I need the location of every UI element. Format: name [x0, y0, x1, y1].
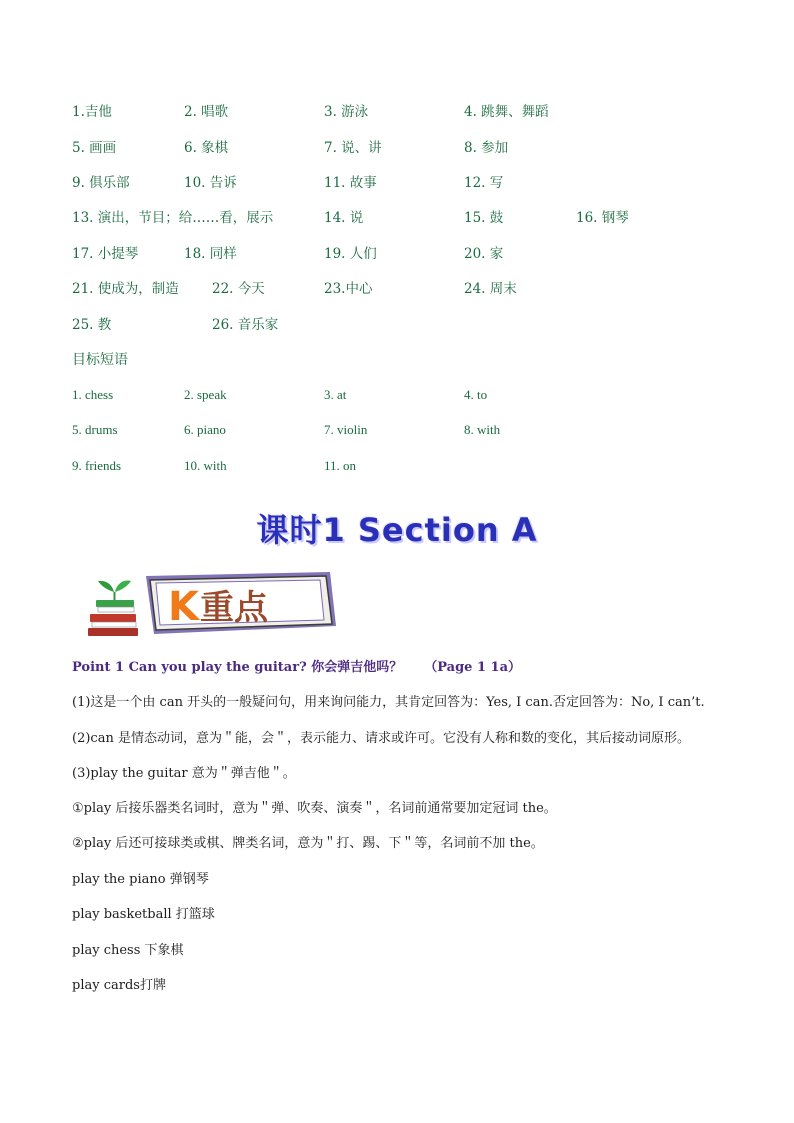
vocab-row: [72, 244, 752, 264]
vocab-item: 19. 人们: [324, 246, 377, 262]
vocab-item: 4. 跳舞、舞蹈: [464, 104, 549, 120]
vocab-item: 6. 象棋: [184, 140, 229, 156]
example-phrase: play cards打牌: [72, 978, 166, 993]
section-banner: [0, 505, 794, 551]
point-title: [72, 658, 521, 678]
vocab-row: [72, 315, 752, 335]
vocab-item: 14. 说: [324, 210, 364, 226]
explanation-paragraph: ①play 后接乐器类名词时，意为＂弹、吹奏、演奏＂，名词前通常要加定冠词 the。: [72, 801, 557, 816]
books-icon: [88, 580, 138, 636]
vocab-item: 10. 告诉: [184, 175, 237, 191]
vocab-item: 11. 故事: [324, 175, 377, 191]
vocab-item: 20. 家: [464, 246, 504, 262]
phrase-row: [72, 420, 752, 440]
vocab-row: [72, 138, 752, 158]
vocab-item: 22. 今天: [212, 281, 265, 297]
vocab-item: 2. 唱歌: [184, 104, 229, 120]
vocab-item: 8. 参加: [464, 140, 509, 156]
phrase-item: 4. to: [464, 387, 488, 402]
vocab-row: [72, 102, 752, 122]
phrase-item: 11. on: [324, 458, 357, 473]
phrase-item: 8. with: [464, 422, 501, 437]
phrase-item: 3. at: [324, 387, 347, 402]
section-title: 课时1 Section A: [256, 511, 538, 549]
example-phrase: play the piano 弹钢琴: [72, 872, 209, 887]
phrase-item: 10. with: [184, 458, 227, 473]
vocab-item: 5. 画画: [72, 140, 117, 156]
phrase-item: 6. piano: [184, 422, 226, 437]
explanation-paragraph: (3)play the guitar 意为＂弹吉他＂。: [72, 766, 296, 781]
phrase-item: 2. speak: [184, 387, 227, 402]
vocab-item: 24. 周末: [464, 281, 517, 297]
logo-k-letter: K: [168, 584, 199, 630]
example-phrase: play chess 下象棋: [72, 943, 184, 958]
vocab-item: 3. 游泳: [324, 104, 369, 120]
key-points-logo: [84, 570, 339, 638]
vocab-item: 26. 音乐家: [212, 317, 279, 333]
explanation-paragraph: ②play 后还可接球类或棋、牌类名词，意为＂打、踢、下＂等，名词前不加 the。: [72, 836, 544, 851]
vocab-item: 16. 钢琴: [576, 210, 629, 226]
vocab-item: 17. 小提琴: [72, 246, 139, 262]
vocab-row: [72, 173, 752, 193]
phrases-heading: 目标短语: [72, 352, 128, 368]
page-reference: （Page 1 1a）: [424, 660, 522, 675]
phrase-item: 5. drums: [72, 422, 118, 437]
vocab-item: 12. 写: [464, 175, 504, 191]
vocab-item: 23.中心: [324, 281, 373, 297]
phrase-item: 1. chess: [72, 387, 114, 402]
phrase-item: 7. violin: [324, 422, 368, 437]
phrase-row: [72, 456, 752, 476]
explanation-paragraph: (1)这是一个由 can 开头的一般疑问句，用来询问能力，其肯定回答为：Yes, I can.否定回答为：No, I can’t.: [72, 695, 705, 710]
vocab-item: 21. 使成为，制造: [72, 281, 179, 297]
example-phrase: play basketball 打篮球: [72, 907, 215, 922]
point-title-text: Point 1 Can you play the guitar? 你会弹吉他吗？: [72, 660, 403, 675]
vocab-item: 13. 演出，节目；给……看，展示: [72, 210, 274, 226]
phrase-row: [72, 385, 752, 405]
vocab-item: 15. 鼓: [464, 210, 504, 226]
vocab-row: [72, 279, 752, 299]
phrase-item: 9. friends: [72, 458, 122, 473]
logo-zhongdian: 重点: [200, 588, 268, 628]
explanation-paragraph: (2)can 是情态动词，意为＂能，会＂，表示能力、请求或许可。它没有人称和数的变化，其后接动词原形。: [72, 731, 690, 746]
vocab-item: 7. 说、讲: [324, 140, 382, 156]
vocab-item: 1.吉他: [72, 104, 112, 120]
vocab-item: 9. 俱乐部: [72, 175, 130, 191]
vocab-row: [72, 208, 752, 228]
vocab-item: 25. 教: [72, 317, 112, 333]
vocab-item: 18. 同样: [184, 246, 237, 262]
